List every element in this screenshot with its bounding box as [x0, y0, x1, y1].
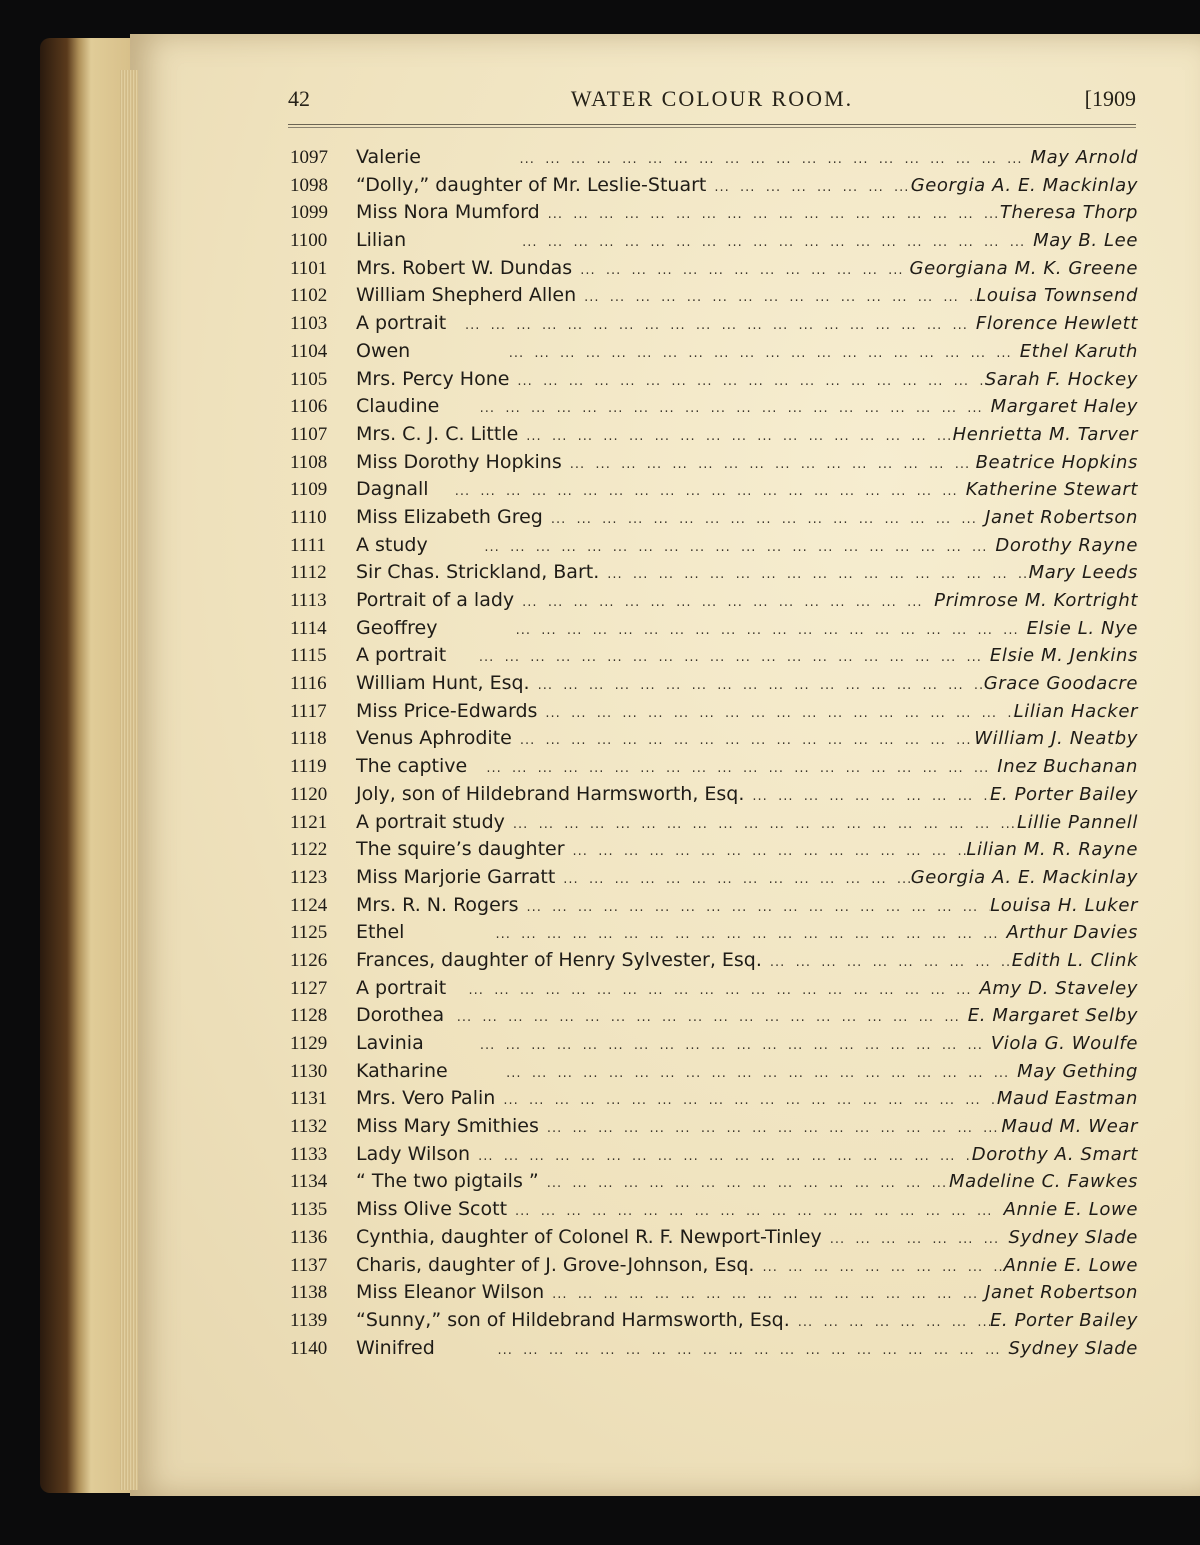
entry-number: 1139: [290, 1309, 328, 1331]
entry-number: 1098: [290, 174, 328, 196]
header-rule: [288, 124, 1136, 128]
catalogue-entry: [290, 919, 1138, 947]
entry-title: A portrait study: [356, 810, 505, 833]
entry-artist: Georgiana M. K. Greene: [909, 257, 1138, 279]
entry-title: Miss Price-Edwards: [356, 699, 538, 722]
entry-artist: Lilian Hacker: [1013, 700, 1138, 722]
entry-title: Sir Chas. Strickland, Bart.: [356, 561, 600, 584]
catalogue-entry: [290, 615, 1138, 643]
entry-number: 1116: [290, 673, 327, 695]
dot-leader: [562, 451, 976, 479]
entry-title: Mrs. C. J. C. Little: [356, 422, 519, 445]
dot-leader: [540, 201, 1000, 229]
entry-number: 1132: [290, 1116, 328, 1138]
dot-leader: [495, 1087, 997, 1115]
catalogue-entry: [290, 781, 1138, 809]
catalogue-entry: [290, 1030, 1138, 1058]
entry-number: 1115: [290, 645, 327, 667]
entry-artist: Georgia A. E. Mackinlay: [910, 866, 1138, 888]
entry-number: 1107: [290, 423, 328, 445]
dot-leader: [539, 1115, 1002, 1143]
entry-title: A study: [356, 533, 428, 556]
catalogue-entry: [290, 1335, 1138, 1363]
entry-artist: Florence Hewlett: [975, 313, 1138, 335]
entry-number: 1101: [290, 257, 328, 279]
entry-artist: Theresa Thorp: [999, 202, 1138, 224]
dot-leader: [519, 894, 991, 922]
catalogue-entry: [290, 1224, 1138, 1252]
dot-leader: [446, 977, 979, 1005]
dot-leader: [444, 1004, 968, 1032]
entry-title: Cynthia, daughter of Colonel R. F. Newport-Tinley: [356, 1225, 822, 1248]
catalogue-entry: [290, 836, 1138, 864]
entry-title: Frances, daughter of Henry Sylvester, Esq.: [356, 948, 762, 971]
entry-number: 1103: [290, 313, 328, 335]
catalogue-entry: [290, 892, 1138, 920]
entry-number: 1108: [290, 451, 328, 473]
entry-artist: Elsie L. Nye: [1026, 617, 1138, 639]
entry-number: 1114: [290, 617, 327, 639]
exhibition-year: [1909: [1084, 86, 1136, 111]
catalogue-entry: [290, 1058, 1138, 1086]
page-stack-edge: [120, 70, 138, 1490]
entry-number: 1130: [290, 1060, 328, 1082]
entry-title: Geoffrey: [356, 616, 438, 639]
entry-title: Valerie: [356, 146, 421, 168]
entry-title: Portrait of a lady: [356, 589, 515, 611]
entry-artist: Sydney Slade: [1008, 1337, 1138, 1359]
dot-leader: [424, 1032, 991, 1060]
entry-number: 1100: [290, 230, 328, 252]
dot-leader: [505, 811, 1017, 839]
catalogue-entry: [290, 1141, 1138, 1169]
entry-number: 1099: [290, 202, 328, 224]
entry-title: The captive: [356, 755, 468, 778]
entry-artist: Louisa Townsend: [976, 285, 1138, 307]
dot-leader: [410, 340, 1019, 368]
catalogue-entry: [290, 947, 1138, 975]
dot-leader: [555, 866, 910, 894]
entry-title: Mrs. Robert W. Dundas: [356, 256, 573, 279]
entry-title: Miss Nora Mumford: [356, 201, 540, 224]
entry-artist: E. Porter Bailey: [989, 1309, 1138, 1331]
catalogue-entry: [290, 1307, 1138, 1335]
catalogue-entry: [290, 532, 1138, 560]
entry-artist: Maud Eastman: [996, 1088, 1138, 1110]
entry-number: 1102: [290, 285, 328, 307]
entry-number: 1110: [290, 506, 327, 528]
dot-leader: [446, 312, 976, 340]
entry-number: 1133: [290, 1143, 328, 1165]
entry-artist: Georgia A. E. Mackinlay: [910, 174, 1138, 196]
entry-artist: Janet Robertson: [985, 1282, 1138, 1304]
entry-number: 1104: [290, 340, 328, 362]
dot-leader: [448, 1060, 1017, 1088]
entry-number: 1109: [290, 479, 328, 501]
entry-title: Mrs. R. N. Rogers: [356, 893, 519, 916]
catalogue-entry: [290, 393, 1138, 421]
dot-leader: [514, 589, 934, 617]
catalogue-entry: [290, 1252, 1138, 1280]
entry-number: 1118: [290, 728, 327, 750]
entry-number: 1112: [290, 562, 327, 584]
dot-leader: [446, 644, 990, 672]
entry-artist: Sarah F. Hockey: [984, 368, 1138, 390]
entry-artist: Madeline C. Fawkes: [948, 1171, 1138, 1193]
catalogue-entry: [290, 725, 1138, 753]
entry-title: Miss Eleanor Wilson: [356, 1281, 545, 1304]
dot-leader: [509, 368, 984, 396]
dot-leader: [437, 617, 1026, 645]
catalogue-entry: [290, 559, 1138, 587]
page-title: WATER COLOUR ROOM.: [570, 86, 854, 111]
dot-leader: [470, 1143, 972, 1171]
entry-title: Miss Marjorie Garratt: [356, 865, 556, 888]
entry-number: 1136: [290, 1226, 328, 1248]
entry-title: Mrs. Vero Palin: [356, 1087, 496, 1110]
catalogue-entry: [290, 975, 1138, 1003]
dot-leader: [421, 146, 1031, 174]
entry-artist: May Gething: [1017, 1060, 1138, 1082]
entry-number: 1125: [290, 922, 328, 944]
catalogue-entry: [290, 1002, 1138, 1030]
entry-title: “Sunny,” son of Hildebrand Harmsworth, Esq.: [356, 1308, 790, 1331]
entry-title: Joly, son of Hildebrand Harmsworth, Esq.: [356, 782, 745, 805]
entry-number: 1120: [290, 783, 328, 805]
dot-leader: [404, 921, 1006, 949]
entry-artist: Louisa H. Luker: [990, 894, 1138, 916]
catalogue-entry: [290, 310, 1138, 338]
entry-title: William Shepherd Allen: [356, 284, 577, 307]
catalogue-entry: [290, 366, 1138, 394]
entry-number: 1097: [290, 147, 328, 168]
entry-number: 1134: [290, 1171, 328, 1193]
catalogue-entry: [290, 199, 1138, 227]
dot-leader: [744, 783, 990, 811]
catalogue-entry: [290, 227, 1138, 255]
entry-title: “Dolly,” daughter of Mr. Leslie-Stuart: [356, 173, 707, 196]
dot-leader: [518, 423, 952, 451]
entry-number: 1140: [290, 1337, 328, 1359]
entry-title: Katharine: [356, 1059, 448, 1082]
entry-title: Venus Aphrodite: [356, 727, 512, 750]
catalogue-entry: [290, 421, 1138, 449]
catalogue-entry: [290, 1113, 1138, 1141]
dot-leader: [429, 478, 966, 506]
catalogue-entry: [290, 255, 1138, 283]
catalogue-entry: [290, 670, 1138, 698]
entry-artist: Ethel Karuth: [1019, 340, 1138, 362]
entry-artist: William J. Neatby: [974, 728, 1138, 750]
dot-leader: [467, 755, 997, 783]
entry-artist: Henrietta M. Tarver: [952, 423, 1138, 445]
dot-leader: [543, 506, 985, 534]
entry-title: Charis, daughter of J. Grove-Johnson, Esq.: [356, 1253, 755, 1276]
catalogue-entry: [290, 1196, 1138, 1224]
entry-artist: Viola G. Woulfe: [990, 1033, 1138, 1054]
entry-number: 1135: [290, 1199, 328, 1221]
entry-artist: Mary Leeds: [1028, 562, 1138, 584]
entry-number: 1128: [290, 1005, 328, 1027]
catalogue-entry: [290, 1085, 1138, 1113]
entry-number: 1119: [290, 756, 327, 778]
entry-title: Ethel: [356, 921, 405, 944]
entry-title: A portrait: [356, 644, 447, 667]
catalogue-entry-list: [290, 144, 1138, 1362]
entry-title: Lady Wilson: [356, 1142, 471, 1165]
entry-artist: E. Porter Bailey: [989, 783, 1138, 805]
entry-artist: Annie E. Lowe: [1003, 1254, 1138, 1276]
entry-number: 1117: [290, 700, 327, 722]
entry-artist: Dorothy Rayne: [995, 534, 1138, 556]
entry-artist: Edith L. Clink: [1011, 949, 1138, 971]
catalogue-entry: [290, 1279, 1138, 1307]
entry-artist: Inez Buchanan: [997, 756, 1138, 778]
entry-title: Winifred: [356, 1336, 435, 1359]
entry-title: Lilian: [356, 229, 407, 252]
dot-leader: [599, 561, 1028, 589]
entry-number: 1129: [290, 1033, 328, 1054]
catalogue-entry: [290, 753, 1138, 781]
entry-title: Mrs. Percy Hone: [356, 367, 510, 390]
entry-artist: Margaret Haley: [990, 396, 1138, 418]
entry-artist: Maud M. Wear: [1001, 1116, 1138, 1138]
dot-leader: [576, 284, 976, 312]
dot-leader: [537, 700, 1013, 728]
catalogue-entry: [290, 476, 1138, 504]
entry-number: 1123: [290, 866, 328, 888]
catalogue-entry: [290, 282, 1138, 310]
dot-leader: [544, 1281, 985, 1309]
dot-leader: [530, 672, 984, 700]
catalogue-entry: [290, 642, 1138, 670]
entry-artist: Grace Goodacre: [983, 673, 1138, 695]
entry-number: 1124: [290, 894, 328, 916]
entry-title: Miss Olive Scott: [356, 1198, 508, 1221]
entry-title: Dorothea: [356, 1004, 445, 1027]
entry-number: 1131: [290, 1088, 328, 1110]
entry-title: The squire’s daughter: [356, 838, 565, 861]
catalogue-entry: [290, 809, 1138, 837]
entry-title: Miss Elizabeth Greg: [356, 505, 543, 528]
catalogue-entry: [290, 504, 1138, 532]
entry-artist: Dorothy A. Smart: [971, 1143, 1138, 1165]
entry-artist: Annie E. Lowe: [1003, 1199, 1138, 1221]
entry-artist: May B. Lee: [1033, 230, 1138, 252]
entry-number: 1137: [290, 1254, 328, 1276]
entry-artist: Primrose M. Kortright: [934, 590, 1138, 611]
entry-number: 1105: [290, 368, 328, 390]
entry-artist: E. Margaret Selby: [967, 1005, 1138, 1027]
entry-number: 1111: [290, 534, 326, 556]
entry-artist: Lilian M. R. Rayne: [966, 839, 1138, 861]
catalogue-entry: [290, 698, 1138, 726]
entry-title: Lavinia: [356, 1032, 424, 1054]
entry-title: A portrait: [356, 312, 447, 335]
dot-leader: [539, 1170, 949, 1198]
catalogue-entry: [290, 587, 1138, 615]
dot-leader: [572, 257, 909, 285]
entry-artist: Sydney Slade: [1008, 1226, 1138, 1248]
entry-artist: Elsie M. Jenkins: [989, 645, 1138, 667]
catalogue-entry: [290, 1168, 1138, 1196]
dot-leader: [706, 174, 910, 202]
entry-title: Claudine: [356, 395, 440, 418]
dot-leader: [754, 1254, 1003, 1282]
catalogue-entry: [290, 864, 1138, 892]
catalogue-entry: [290, 338, 1138, 366]
entry-number: 1138: [290, 1282, 328, 1304]
entry-artist: Arthur Davies: [1006, 922, 1138, 944]
entry-artist: Amy D. Staveley: [979, 977, 1138, 999]
entry-number: 1121: [290, 811, 328, 833]
entry-artist: Katherine Stewart: [965, 479, 1138, 501]
entry-number: 1122: [290, 839, 328, 861]
entry-title: William Hunt, Esq.: [356, 672, 530, 695]
entry-number: 1126: [290, 949, 328, 971]
entry-title: Dagnall: [356, 478, 429, 501]
dot-leader: [428, 534, 996, 562]
dot-leader: [435, 1337, 1009, 1365]
entry-number: 1113: [290, 590, 327, 611]
entry-title: “ The two pigtails ”: [356, 1170, 539, 1193]
entry-title: Miss Dorothy Hopkins: [356, 450, 562, 473]
page-number: 42: [288, 86, 310, 111]
entry-title: Miss Mary Smithies: [356, 1115, 539, 1138]
dot-leader: [512, 727, 974, 755]
entry-number: 1127: [290, 977, 328, 999]
dot-leader: [406, 229, 1033, 257]
dot-leader: [762, 949, 1012, 977]
dot-leader: [439, 395, 990, 423]
dot-leader: [790, 1309, 990, 1337]
dot-leader: [565, 838, 967, 866]
entry-title: A portrait: [356, 976, 447, 999]
entry-artist: Beatrice Hopkins: [975, 451, 1138, 473]
dot-leader: [822, 1226, 1009, 1254]
catalogue-entry: [290, 144, 1138, 172]
catalogue-entry: [290, 172, 1138, 200]
page-header: [288, 86, 1136, 120]
entry-artist: Lillie Pannell: [1016, 811, 1138, 833]
entry-title: Owen: [356, 339, 411, 362]
entry-number: 1106: [290, 396, 328, 418]
entry-artist: Janet Robertson: [985, 506, 1138, 528]
entry-artist: May Arnold: [1030, 147, 1138, 168]
dot-leader: [507, 1198, 1004, 1226]
catalogue-entry: [290, 449, 1138, 477]
